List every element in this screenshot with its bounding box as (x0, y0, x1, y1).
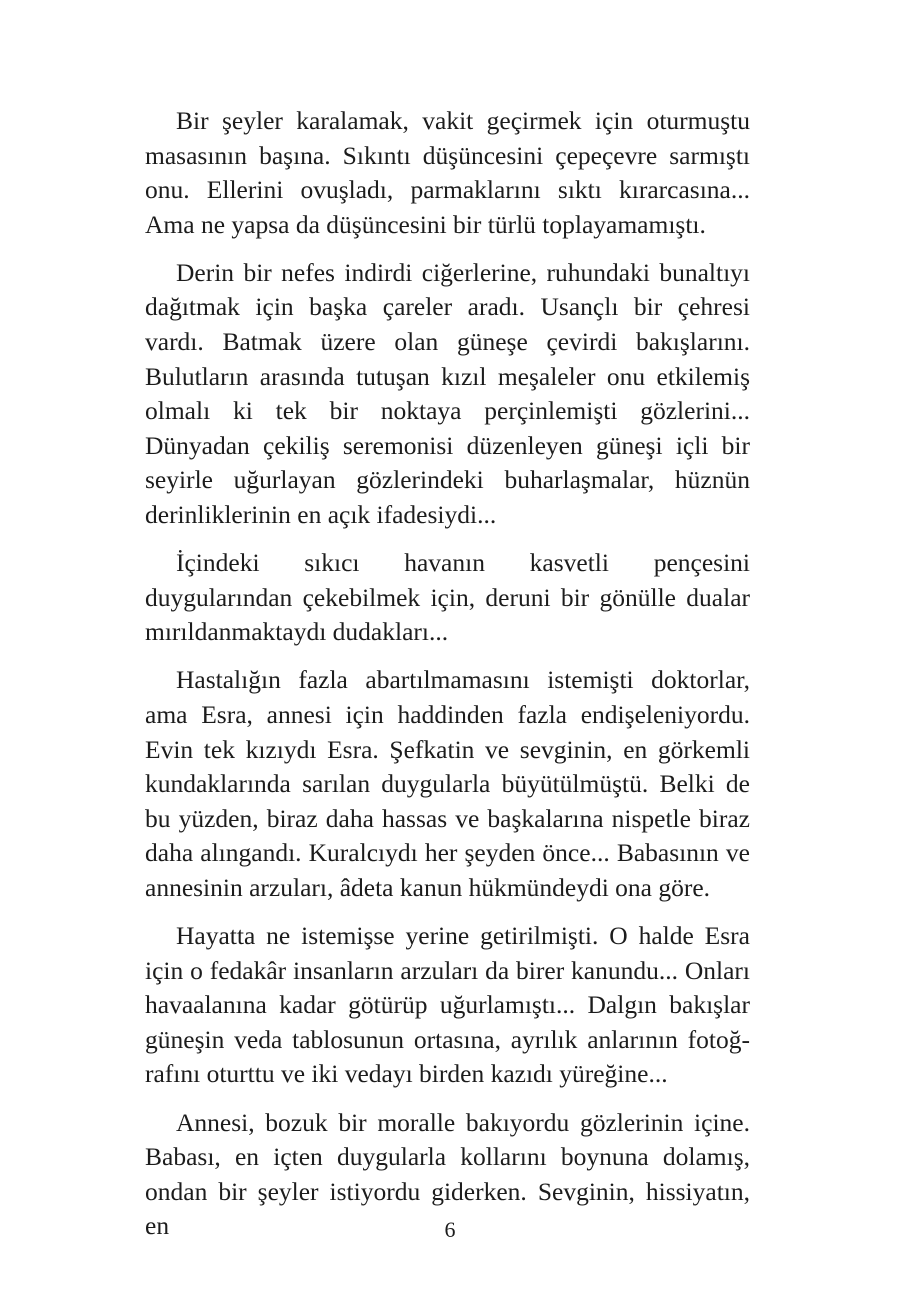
paragraph-3: İçindeki sıkıcı havanın kasvetli pençesini duygularından çekebilmek için, deruni bir gönülle dualar mırıldanmaktaydı dudakları... (145, 548, 750, 647)
paragraph-4: Hastalığın fazla abartılmamasını istemişti doktorlar, ama Esra, annesi için haddinden fazla endişeleniyordu. Evin tek kızıydı Esra. Şefkatin ve sevginin, en görkemli kundaklarında sarılan duygularla büyütülmüştü. Belki de bu yüzden, biraz daha hassas ve başkalarına nispetle biraz daha alıngandı. Kuralcıydı her şeyden önce... Babasının ve annesinin arzuları, âdeta kanun hükmündeydi ona göre. (145, 665, 750, 902)
page-number: 6 (444, 1217, 456, 1242)
paragraph-2: Derin bir nefes indirdi ciğerlerine, ruhundaki bunaltıyı dağıtmak için başka çareler aradı. Usançlı bir çehresi vardı. Batmak üzere olan güneşe çevirdi bakışlarını. Bulutların arasında tutuşan kızıl meşaleler onu etkilemiş olmalı ki tek bir noktaya perçinlemişti gözlerini... Dünyadan çekiliş seremonisi düzenleyen güneşi içli bir seyirle uğurlayan gözlerindeki buharlaşmalar, hüznün derinliklerinin en açık ifadesiydi... (145, 257, 750, 530)
paragraph-5: Hayatta ne istemişse yerine getirilmişti. O halde Esra için o fedakâr insanların arzuları da birer kanundu... Onları havaalanına kadar götürüp uğurlamıştı... Dalgın bakışlar güneşin veda tablosunun ortasına, ayrılık anlarının fotoğrafını oturttu ve iki vedayı birden kazıdı yüreğine... (145, 921, 750, 1089)
body-text (145, 104, 750, 1257)
paragraph-1: Bir şeyler karalamak, vakit geçirmek için oturmuştu masasının başına. Sıkıntı düşüncesini çepeçevre sarmıştı onu. Ellerini ovuşladı, parmaklarını sıktı kırarcasına... Ama ne yapsa da düşüncesini bir türlü toplayamamıştı. (145, 106, 750, 239)
paragraph-6: Annesi, bozuk bir moralle bakıyordu gözlerinin içine. Babası, en içten duygularla kollarını boynuna dolamış, ondan bir şeyler istiyordu giderken. Sevginin, hissiyatın, en (145, 1107, 750, 1241)
